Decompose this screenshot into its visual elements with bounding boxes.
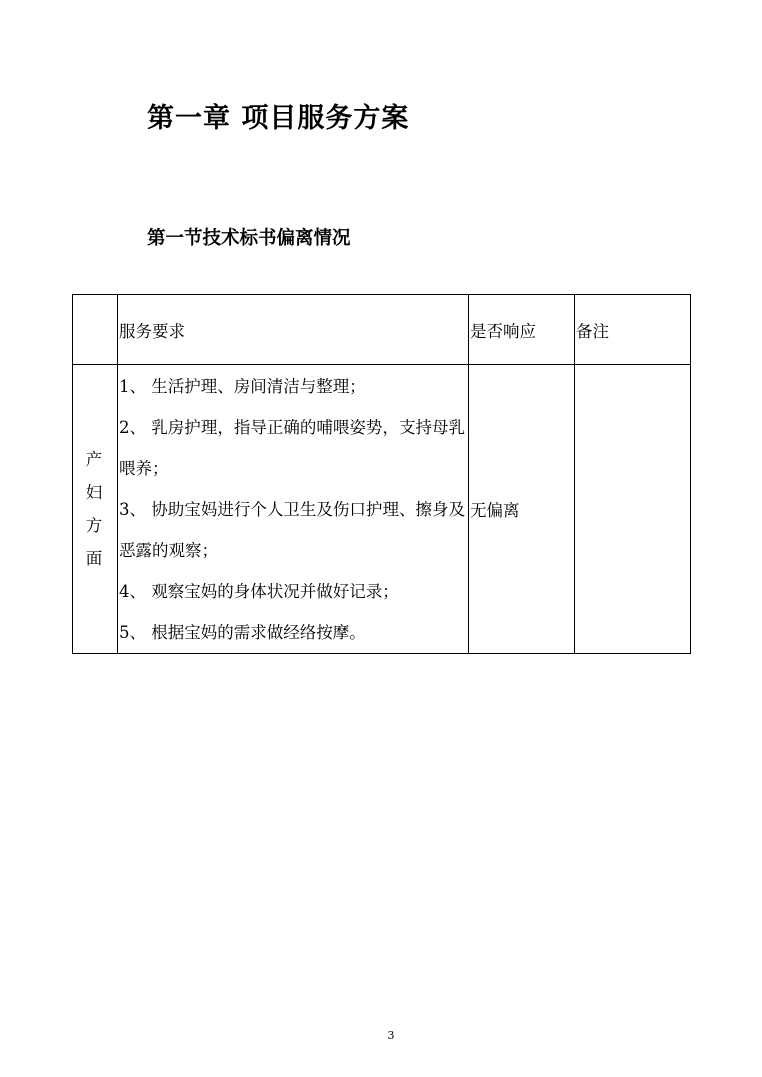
header-response-cell: 是否响应 — [469, 295, 575, 365]
category-cell — [73, 365, 118, 654]
response-cell: 无偏离 — [469, 365, 575, 654]
note-cell — [575, 365, 691, 654]
chapter-title: 第一章 项目服务方案 — [147, 103, 410, 134]
category-label-line: 产 妇 — [85, 450, 107, 502]
table-row — [73, 365, 691, 654]
requirements-cell — [118, 365, 469, 654]
header-requirement-cell: 服务要求 — [118, 295, 469, 365]
category-label-line: 方 面 — [85, 516, 107, 568]
requirement-item: 1、 生活护理、房间清洁与整理； — [119, 377, 366, 396]
section-title: 第一节技术标书偏离情况 — [147, 228, 351, 249]
header-note-cell: 备注 — [575, 295, 691, 365]
table-header-row — [73, 295, 691, 365]
requirement-item: 4、 观察宝妈的身体状况并做好记录； — [119, 582, 399, 601]
requirement-item: 2、 乳房护理，指导正确的哺喂姿势，支持母乳喂养； — [119, 418, 465, 478]
requirement-item: 3、 协助宝妈进行个人卫生及伤口护理、擦身及恶露的观察； — [119, 500, 465, 560]
page-number: 3 — [387, 1029, 395, 1042]
header-category-cell — [73, 295, 118, 365]
deviation-table — [72, 294, 691, 654]
requirement-item: 5、 根据宝妈的需求做经络按摩。 — [119, 623, 366, 642]
